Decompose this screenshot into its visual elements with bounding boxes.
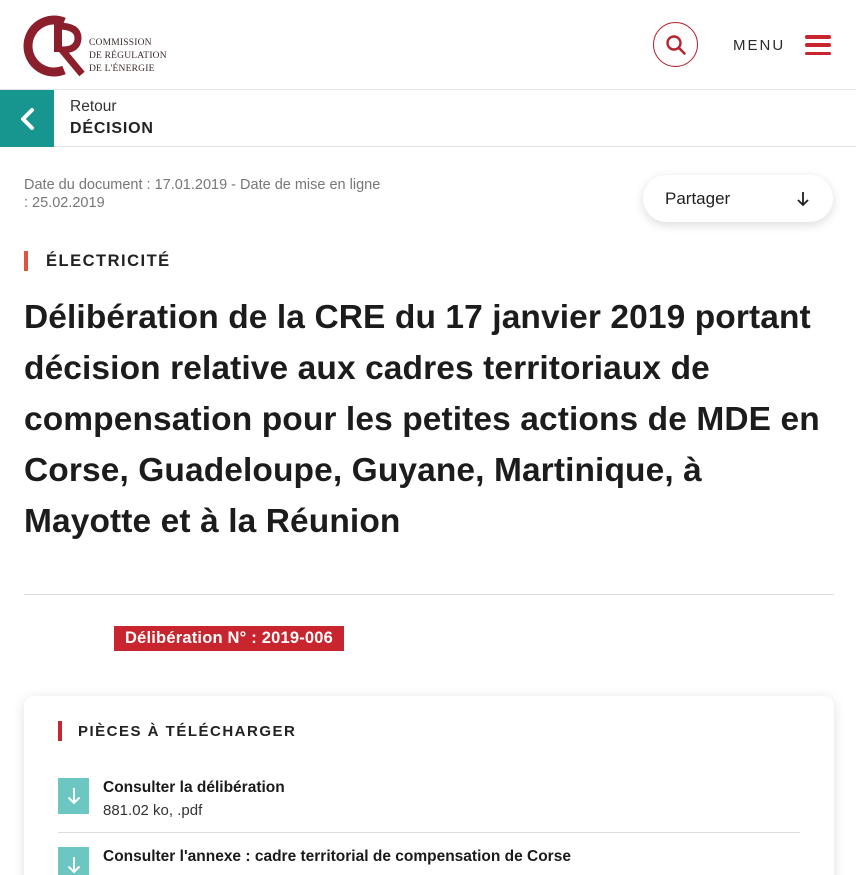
logo-line-1: COMMISSION bbox=[89, 38, 152, 48]
download-separator bbox=[58, 832, 800, 833]
downloads-heading bbox=[58, 721, 296, 741]
download-icon bbox=[58, 778, 89, 814]
section-title: DÉCISION bbox=[70, 120, 154, 137]
category-tag bbox=[24, 251, 171, 271]
download-item[interactable] bbox=[58, 778, 800, 821]
arrow-down-icon bbox=[795, 190, 811, 208]
download-title[interactable]: Consulter l'annexe : cadre territorial de compensation de Corse bbox=[103, 848, 571, 865]
cre-logo[interactable] bbox=[22, 12, 192, 78]
download-item[interactable] bbox=[58, 847, 800, 875]
category-marker bbox=[24, 251, 28, 271]
chevron-left-icon bbox=[18, 107, 36, 131]
back-label[interactable]: Retour bbox=[70, 98, 117, 115]
back-button[interactable] bbox=[0, 90, 54, 147]
deliberation-number-badge: Délibération N° : 2019-006 bbox=[114, 626, 344, 651]
downloads-card bbox=[24, 696, 834, 875]
logo-line-2: DE RÉGULATION bbox=[89, 51, 167, 61]
logo-line-3: DE L'ÉNERGIE bbox=[89, 64, 155, 74]
downloads-title: PIÈCES À TÉLÉCHARGER bbox=[78, 722, 297, 740]
logo-text bbox=[89, 37, 167, 76]
search-button[interactable] bbox=[653, 22, 698, 67]
hamburger-icon bbox=[805, 35, 831, 55]
divider bbox=[24, 594, 834, 595]
download-title[interactable]: Consulter la délibération bbox=[103, 779, 285, 796]
category-label: ÉLECTRICITÉ bbox=[46, 251, 171, 270]
menu-button[interactable] bbox=[733, 28, 831, 62]
menu-label: MENU bbox=[733, 36, 786, 54]
share-label: Partager bbox=[665, 188, 731, 208]
download-meta: 881.02 ko, .pdf bbox=[103, 802, 203, 819]
cre-logo-mark bbox=[22, 12, 88, 78]
search-icon bbox=[665, 34, 687, 56]
download-icon bbox=[58, 847, 89, 875]
back-navigation-bar bbox=[0, 90, 856, 147]
page-title: Délibération de la CRE du 17 janvier 2019 portant décision relative aux cadres territoriaux de compensation pour les petites actions de MDE en Corse, Guadeloupe, Guyane, Martinique, à Mayotte et à la Réunion bbox=[24, 299, 820, 540]
site-header bbox=[0, 0, 856, 90]
downloads-marker bbox=[58, 721, 62, 741]
document-dates: Date du document : 17.01.2019 - Date de mise en ligne : 25.02.2019 bbox=[24, 177, 381, 211]
share-button[interactable] bbox=[643, 175, 833, 222]
